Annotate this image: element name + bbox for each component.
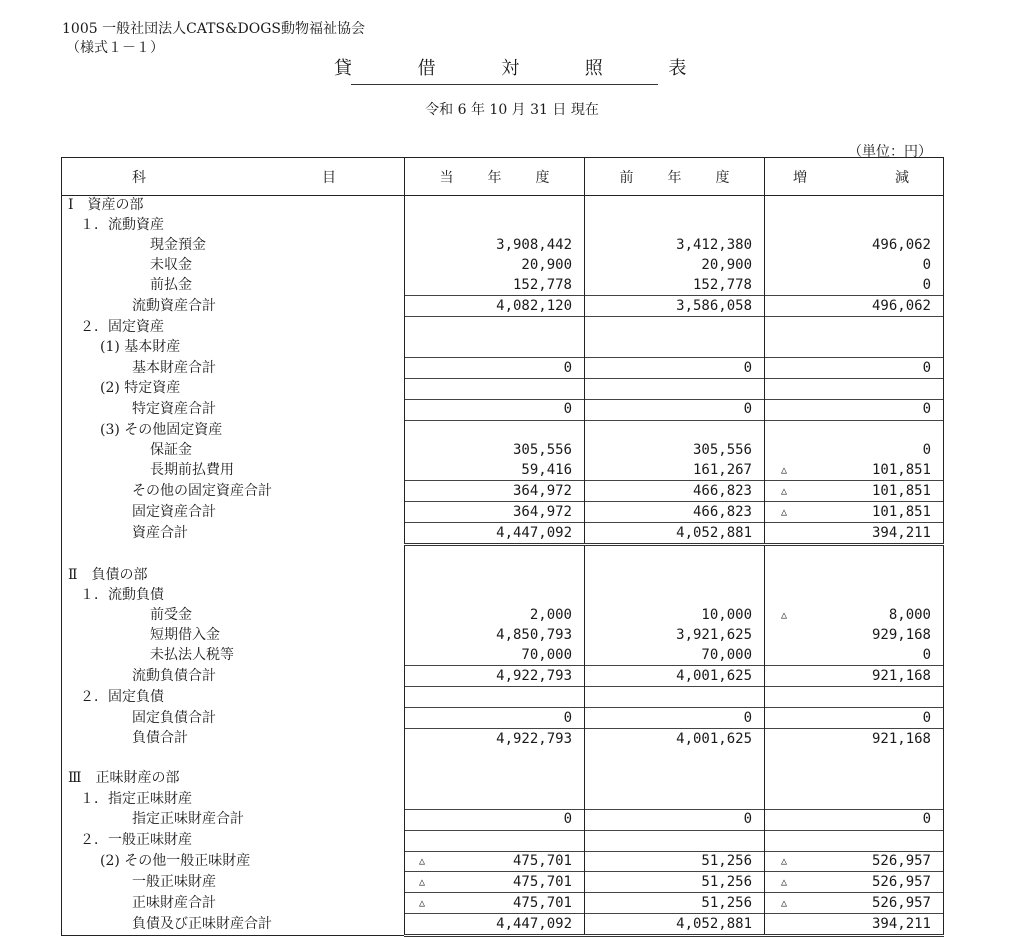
row-label: Ⅲ 正味財産の部 — [62, 769, 405, 789]
table-row — [62, 626, 944, 646]
current-year-value — [405, 481, 585, 502]
amount: 4,922,793 — [496, 667, 572, 684]
current-year-value — [405, 666, 585, 687]
current-year-value — [405, 749, 585, 769]
change-value — [765, 606, 944, 626]
amount: 394,211 — [871, 524, 931, 541]
row-label: 短期借入金 — [62, 626, 405, 646]
current-year-value — [405, 358, 585, 379]
negative-marker: △ — [781, 506, 788, 518]
previous-year-value — [585, 914, 765, 936]
change-value — [765, 586, 944, 606]
change-value — [765, 337, 944, 357]
change-value — [765, 441, 944, 461]
table-row — [62, 830, 944, 851]
current-year-value — [405, 216, 585, 236]
negative-marker: △ — [781, 485, 788, 497]
unit-label: （単位：円） — [848, 144, 932, 160]
table-row — [62, 317, 944, 337]
change-value — [765, 502, 944, 523]
change-value — [765, 708, 944, 729]
row-label: その他の固定資産合計 — [62, 481, 405, 502]
amount: 70,000 — [701, 647, 752, 664]
previous-year-value — [585, 586, 765, 606]
amount: 3,921,625 — [676, 627, 752, 644]
amount: 4,001,625 — [676, 667, 752, 684]
previous-year-value — [585, 196, 765, 216]
change-value — [765, 914, 944, 936]
current-year-value — [405, 236, 585, 256]
change-value — [765, 358, 944, 379]
amount: 3,908,442 — [496, 237, 572, 254]
amount: 101,851 — [871, 482, 931, 499]
amount: 929,168 — [871, 627, 931, 644]
amount: 161,267 — [692, 462, 752, 479]
previous-year-value — [585, 893, 765, 914]
current-year-value — [405, 687, 585, 708]
change-value — [765, 749, 944, 769]
amount: 0 — [743, 811, 752, 828]
report-date: 令和 6 年 10 月 31 日 現在 — [425, 102, 599, 118]
table-row — [62, 216, 944, 236]
title-underline — [351, 84, 658, 85]
amount: 4,447,092 — [496, 915, 572, 932]
negative-marker: △ — [781, 465, 788, 477]
change-value — [765, 893, 944, 914]
row-label: １．流動負債 — [62, 586, 405, 606]
previous-year-value — [585, 566, 765, 586]
negative-marker: △ — [781, 897, 788, 909]
previous-year-value — [585, 236, 765, 256]
current-year-value — [405, 769, 585, 789]
amount: 526,957 — [871, 852, 931, 869]
change-value — [765, 379, 944, 400]
change-value — [765, 196, 944, 216]
amount: 0 — [563, 401, 572, 418]
header-row — [62, 158, 944, 196]
amount: 51,256 — [701, 873, 752, 890]
previous-year-value — [585, 502, 765, 523]
current-year-value — [405, 626, 585, 646]
amount: 0 — [922, 257, 931, 274]
previous-year-value — [585, 729, 765, 749]
row-label: 基本財産合計 — [62, 358, 405, 379]
amount: 921,168 — [871, 730, 931, 747]
amount: 51,256 — [701, 852, 752, 869]
current-year-value — [405, 196, 585, 216]
current-year-value — [405, 708, 585, 729]
balance-sheet-table — [61, 157, 944, 937]
amount: 4,052,881 — [676, 915, 752, 932]
change-value — [765, 809, 944, 830]
current-year-value — [405, 872, 585, 893]
previous-year-value — [585, 420, 765, 440]
change-value — [765, 769, 944, 789]
current-year-value — [405, 379, 585, 400]
table-row — [62, 646, 944, 666]
previous-year-value — [585, 830, 765, 851]
change-value — [765, 646, 944, 666]
current-year-value — [405, 441, 585, 461]
row-label: (2) 特定資産 — [62, 379, 405, 400]
amount: 0 — [563, 811, 572, 828]
previous-year-value — [585, 317, 765, 337]
current-year-value — [405, 296, 585, 317]
amount: 51,256 — [701, 894, 752, 911]
previous-year-value — [585, 256, 765, 276]
amount: 8,000 — [888, 607, 931, 624]
amount: 101,851 — [871, 503, 931, 520]
negative-marker: △ — [419, 876, 426, 888]
table-row — [62, 358, 944, 379]
change-value — [765, 872, 944, 893]
amount: 0 — [563, 359, 572, 376]
amount: 0 — [922, 277, 931, 293]
title-char: 照 — [584, 58, 607, 79]
current-year-value — [405, 646, 585, 666]
change-value — [765, 276, 944, 296]
previous-year-value — [585, 851, 765, 872]
negative-marker: △ — [781, 855, 788, 867]
previous-year-value — [585, 769, 765, 789]
row-label: 特定資産合計 — [62, 399, 405, 420]
previous-year-value — [585, 481, 765, 502]
table-row — [62, 420, 944, 440]
row-label: (3) その他固定資産 — [62, 420, 405, 440]
row-label: 固定負債合計 — [62, 708, 405, 729]
change-value — [765, 523, 944, 545]
previous-year-value — [585, 399, 765, 420]
current-year-value — [405, 729, 585, 749]
table-row — [62, 749, 944, 769]
current-year-value — [405, 461, 585, 481]
change-value — [765, 481, 944, 502]
row-label: １．流動資産 — [62, 216, 405, 236]
table-row — [62, 276, 944, 296]
change-value — [765, 830, 944, 851]
row-label: 流動負債合計 — [62, 666, 405, 687]
negative-marker: △ — [419, 855, 426, 867]
amount: 0 — [922, 811, 931, 828]
table-row — [62, 256, 944, 276]
table-row — [62, 851, 944, 872]
amount: 0 — [743, 359, 752, 376]
current-year-value — [405, 337, 585, 357]
row-label: 前払金 — [62, 276, 405, 296]
row-label: ２．固定負債 — [62, 687, 405, 708]
amount: 4,001,625 — [676, 730, 752, 747]
column-header-previous-year: 前 年 度 — [585, 158, 765, 196]
current-year-value — [405, 851, 585, 872]
amount: 0 — [743, 709, 752, 726]
amount: 0 — [743, 401, 752, 418]
table-row — [62, 441, 944, 461]
row-label: ２．一般正味財産 — [62, 830, 405, 851]
amount: 3,586,058 — [676, 297, 752, 314]
table-row — [62, 545, 944, 566]
amount: 0 — [922, 401, 931, 418]
previous-year-value — [585, 749, 765, 769]
amount: 364,972 — [512, 482, 572, 499]
title-char: 対 — [501, 58, 523, 79]
table-row — [62, 399, 944, 420]
change-value — [765, 851, 944, 872]
document-title — [0, 60, 1024, 78]
amount: 152,778 — [512, 277, 572, 293]
table-row — [62, 523, 944, 545]
current-year-value — [405, 830, 585, 851]
table-row — [62, 809, 944, 830]
table-row — [62, 196, 944, 216]
row-label: 前受金 — [62, 606, 405, 626]
previous-year-value — [585, 545, 765, 566]
previous-year-value — [585, 708, 765, 729]
row-label: (1) 基本財産 — [62, 337, 405, 357]
table-row — [62, 606, 944, 626]
previous-year-value — [585, 626, 765, 646]
amount: 2,000 — [529, 607, 572, 624]
table-row — [62, 481, 944, 502]
previous-year-value — [585, 666, 765, 687]
change-value — [765, 566, 944, 586]
current-year-value — [405, 256, 585, 276]
amount: 496,062 — [871, 297, 931, 314]
change-value — [765, 256, 944, 276]
current-year-value — [405, 420, 585, 440]
current-year-value — [405, 523, 585, 545]
amount: 59,416 — [521, 462, 572, 479]
previous-year-value — [585, 646, 765, 666]
previous-year-value — [585, 296, 765, 317]
current-year-value — [405, 399, 585, 420]
amount: 4,850,793 — [496, 627, 572, 644]
current-year-value — [405, 809, 585, 830]
row-label: Ⅱ 負債の部 — [62, 566, 405, 586]
title-char: 借 — [417, 58, 440, 79]
amount: 10,000 — [701, 607, 752, 624]
previous-year-value — [585, 606, 765, 626]
negative-marker: △ — [419, 897, 426, 909]
amount: 0 — [563, 709, 572, 726]
amount: 0 — [922, 359, 931, 376]
amount: 0 — [922, 442, 931, 459]
previous-year-value — [585, 379, 765, 400]
change-value — [765, 461, 944, 481]
row-label: １．指定正味財産 — [62, 789, 405, 809]
previous-year-value — [585, 337, 765, 357]
amount: 0 — [922, 647, 931, 664]
amount: 466,823 — [692, 482, 752, 499]
table-row — [62, 729, 944, 749]
change-value — [765, 216, 944, 236]
amount: 526,957 — [871, 894, 931, 911]
amount: 4,082,120 — [496, 297, 572, 314]
table-row — [62, 687, 944, 708]
change-value — [765, 545, 944, 566]
change-value — [765, 317, 944, 337]
table-row — [62, 914, 944, 936]
row-label: 現金預金 — [62, 236, 405, 256]
table-row — [62, 789, 944, 809]
title-char: 表 — [668, 58, 691, 79]
row-label: 負債合計 — [62, 729, 405, 749]
previous-year-value — [585, 358, 765, 379]
amount: 20,900 — [521, 257, 572, 274]
row-label: 資産合計 — [62, 523, 405, 545]
row-label: 未収金 — [62, 256, 405, 276]
previous-year-value — [585, 523, 765, 545]
table-row — [62, 893, 944, 914]
row-label: 長期前払費用 — [62, 461, 405, 481]
current-year-value — [405, 317, 585, 337]
table-row — [62, 872, 944, 893]
organization-name: 1005 一般社団法人CATS&DOGS動物福祉協会 — [62, 21, 366, 37]
current-year-value — [405, 502, 585, 523]
change-value — [765, 399, 944, 420]
amount: 475,701 — [512, 894, 572, 911]
current-year-value — [405, 545, 585, 566]
row-label: Ⅰ 資産の部 — [62, 196, 405, 216]
table-row — [62, 461, 944, 481]
amount: 475,701 — [512, 873, 572, 890]
column-header-change: 増 減 — [765, 158, 944, 196]
previous-year-value — [585, 687, 765, 708]
current-year-value — [405, 789, 585, 809]
table-row — [62, 236, 944, 256]
amount: 20,900 — [701, 257, 752, 274]
change-value — [765, 236, 944, 256]
table-row — [62, 337, 944, 357]
table-row — [62, 708, 944, 729]
row-label: 指定正味財産合計 — [62, 809, 405, 830]
row-label — [62, 749, 405, 769]
table-row — [62, 502, 944, 523]
amount: 4,052,881 — [676, 524, 752, 541]
amount: 466,823 — [692, 503, 752, 520]
negative-marker: △ — [781, 876, 788, 888]
change-value — [765, 666, 944, 687]
amount: 364,972 — [512, 503, 572, 520]
amount: 101,851 — [871, 462, 931, 479]
previous-year-value — [585, 872, 765, 893]
table-row — [62, 769, 944, 789]
table-row — [62, 296, 944, 317]
row-label: 一般正味財産 — [62, 872, 405, 893]
change-value — [765, 687, 944, 708]
amount: 305,556 — [512, 442, 572, 459]
current-year-value — [405, 566, 585, 586]
row-label: 未払法人税等 — [62, 646, 405, 666]
current-year-value — [405, 606, 585, 626]
amount: 0 — [922, 709, 931, 726]
previous-year-value — [585, 441, 765, 461]
row-label: ２．固定資産 — [62, 317, 405, 337]
amount: 70,000 — [521, 647, 572, 664]
amount: 496,062 — [871, 237, 931, 254]
previous-year-value — [585, 809, 765, 830]
table-row — [62, 566, 944, 586]
previous-year-value — [585, 789, 765, 809]
row-label: 流動資産合計 — [62, 296, 405, 317]
negative-marker: △ — [781, 610, 788, 622]
row-label — [62, 545, 405, 566]
change-value — [765, 729, 944, 749]
change-value — [765, 296, 944, 317]
amount: 152,778 — [692, 277, 752, 293]
title-char: 貸 — [333, 58, 356, 79]
row-label: 保証金 — [62, 441, 405, 461]
current-year-value — [405, 893, 585, 914]
row-label: 負債及び正味財産合計 — [62, 914, 405, 936]
table-row — [62, 586, 944, 606]
amount: 526,957 — [871, 873, 931, 890]
row-label: 固定資産合計 — [62, 502, 405, 523]
previous-year-value — [585, 461, 765, 481]
form-number: （様式１－１） — [66, 40, 164, 56]
previous-year-value — [585, 276, 765, 296]
amount: 305,556 — [692, 442, 752, 459]
table-row — [62, 379, 944, 400]
amount: 475,701 — [512, 852, 572, 869]
column-header-subject: 科 目 — [62, 158, 405, 196]
current-year-value — [405, 914, 585, 936]
change-value — [765, 789, 944, 809]
amount: 394,211 — [871, 915, 931, 932]
change-value — [765, 626, 944, 646]
current-year-value — [405, 586, 585, 606]
amount: 4,922,793 — [496, 730, 572, 747]
amount: 921,168 — [871, 667, 931, 684]
column-header-current-year: 当 年 度 — [405, 158, 585, 196]
previous-year-value — [585, 216, 765, 236]
change-value — [765, 420, 944, 440]
row-label: 正味財産合計 — [62, 893, 405, 914]
row-label: (2) その他一般正味財産 — [62, 851, 405, 872]
table-row — [62, 666, 944, 687]
amount: 4,447,092 — [496, 524, 572, 541]
amount: 3,412,380 — [676, 237, 752, 254]
current-year-value — [405, 276, 585, 296]
